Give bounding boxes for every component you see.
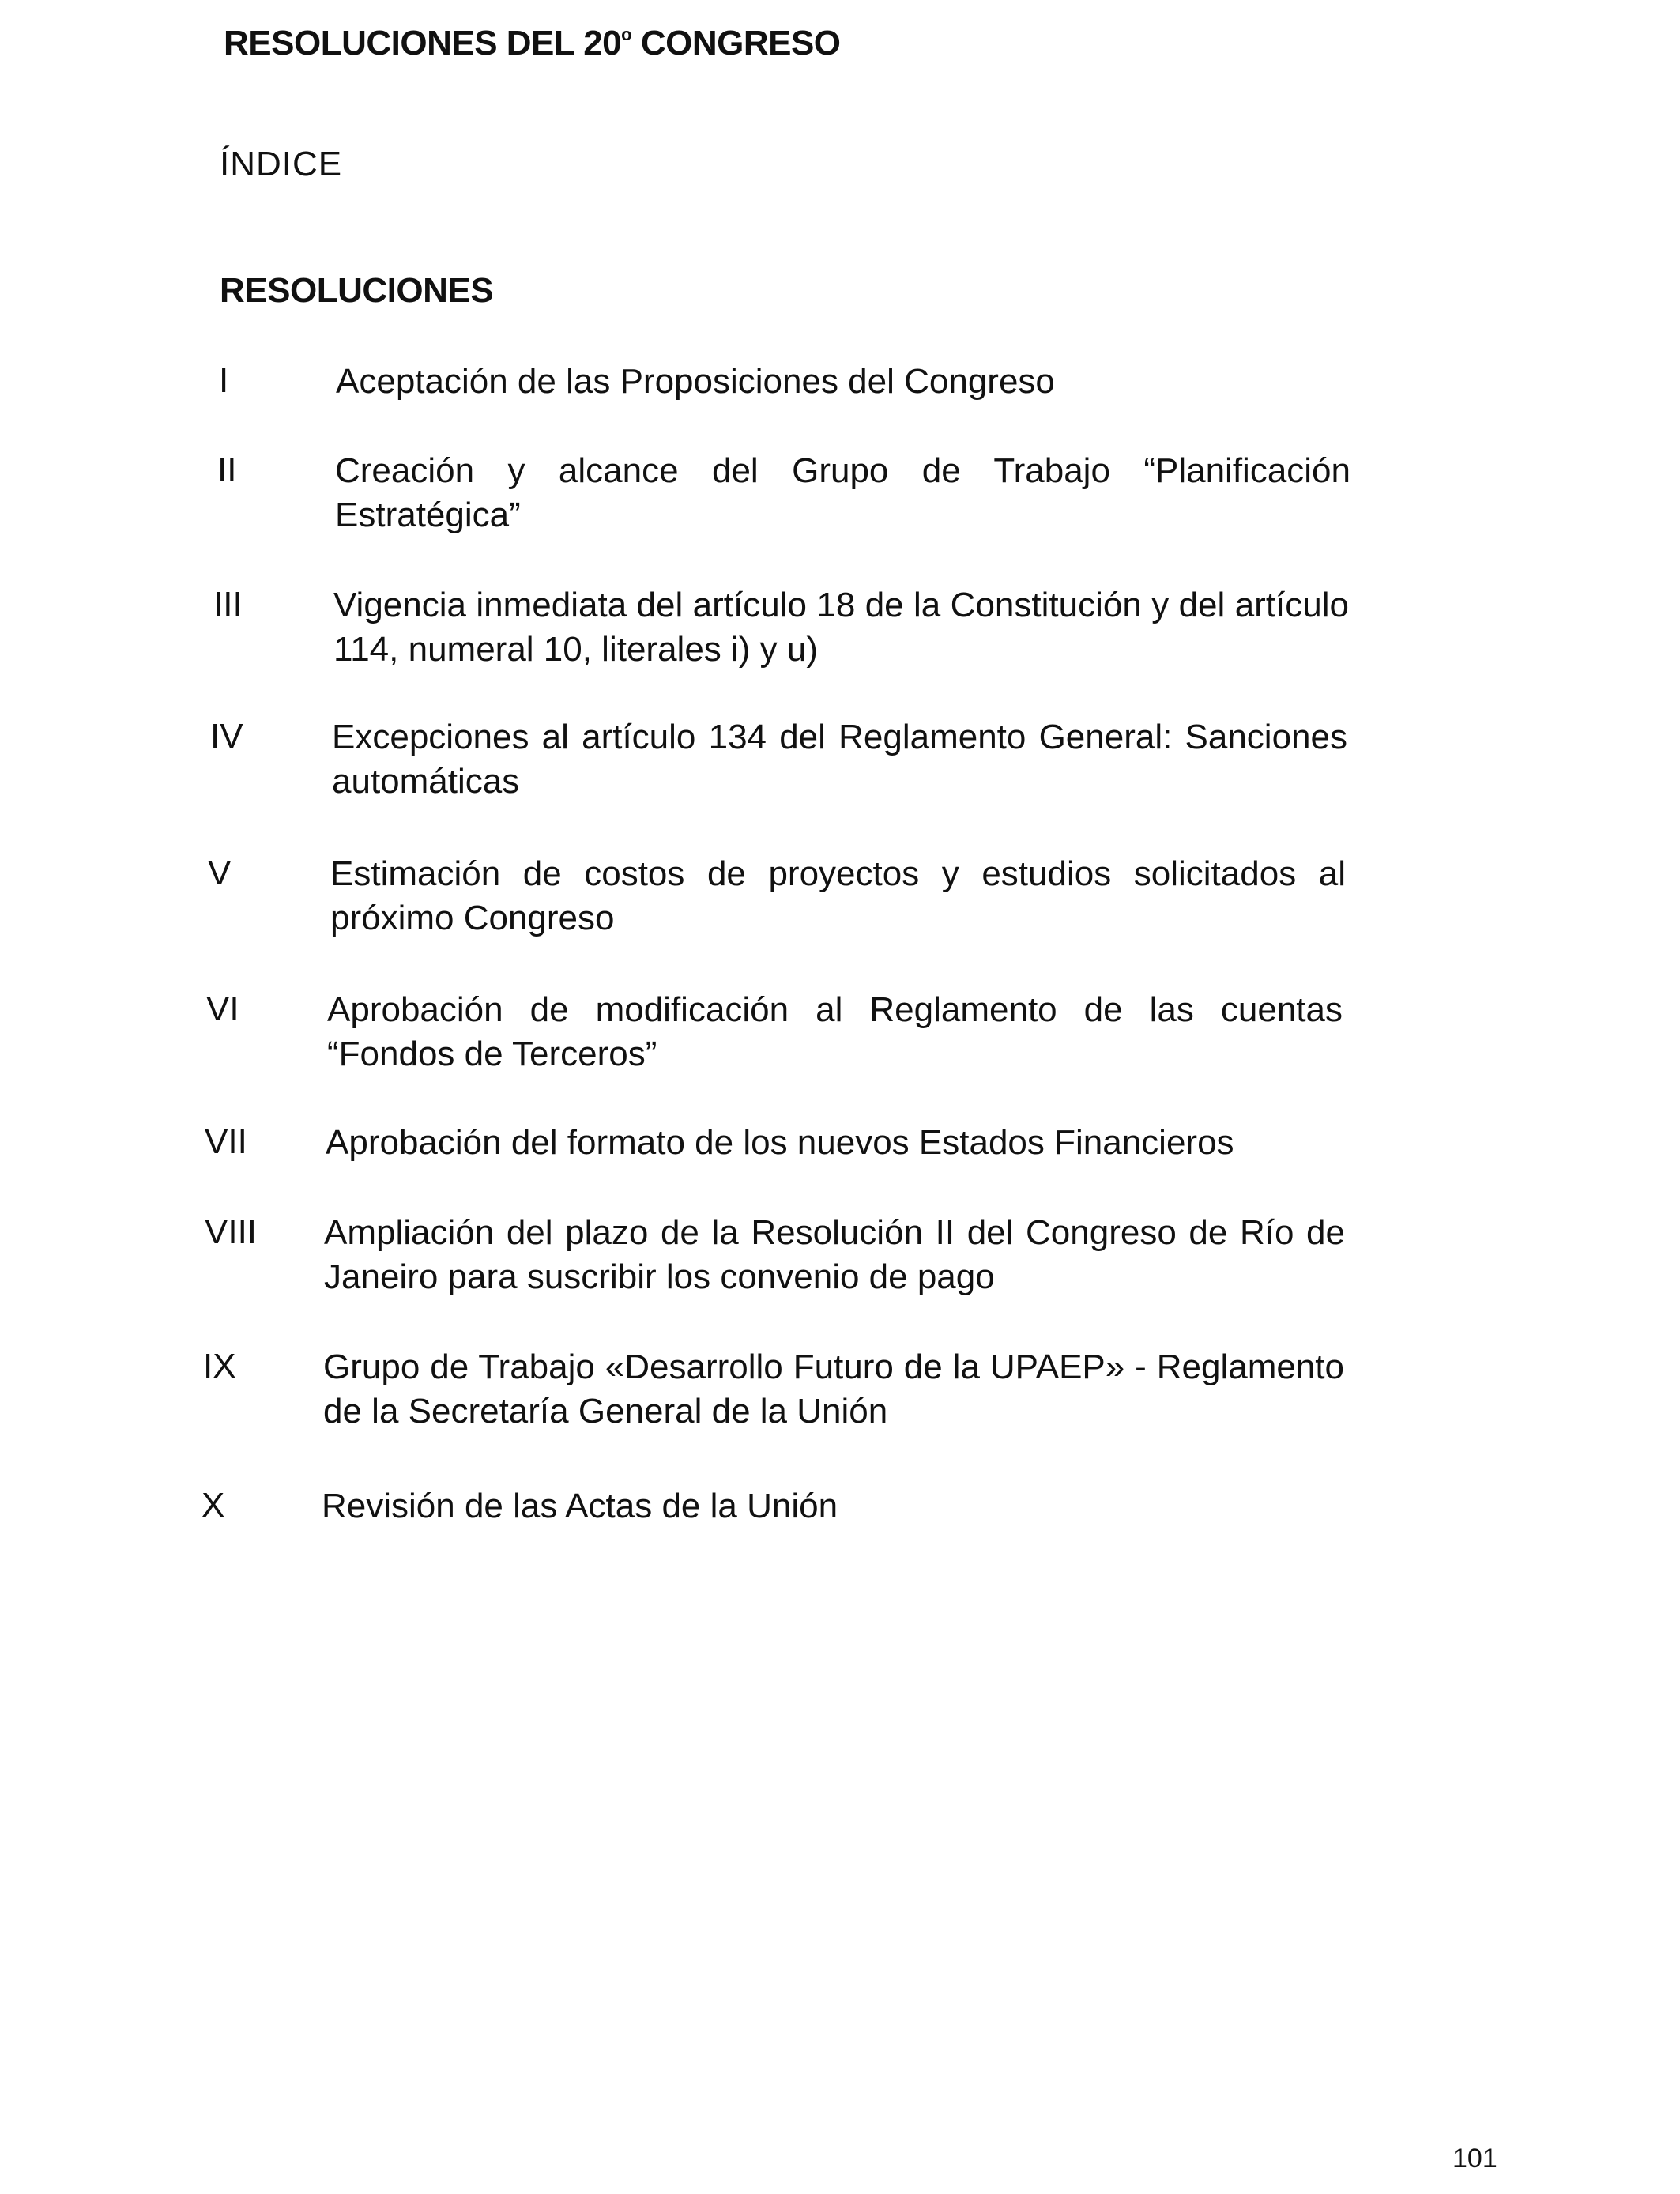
resolution-numeral: V	[208, 854, 232, 892]
resolution-title: Estimación de costos de proyectos y estudios solicitados al próximo Congreso	[330, 854, 1346, 937]
resolution-title: Ampliación del plazo de la Resolución II del Congreso de Río de Janeiro para suscribir los convenio de pago	[324, 1213, 1345, 1296]
resolution-title: Grupo de Trabajo «Desarrollo Futuro de la UPAEP» - Reglamento de la Secretaría General de la Unión	[323, 1348, 1344, 1431]
resolution-title: Aceptación de las Proposiciones del Congreso	[336, 362, 1055, 401]
resolution-title: Aprobación del formato de los nuevos Estados Financieros	[326, 1123, 1234, 1162]
resolution-title: Vigencia inmediata del artículo 18 de la Constitución y del artículo 114, numeral 10, literales i) y u)	[333, 586, 1349, 669]
resolution-title: Revisión de las Actas de la Unión	[322, 1487, 838, 1525]
index-heading: ÍNDICE	[220, 145, 343, 183]
resolution-title: Aprobación de modificación al Reglamento de las cuentas “Fondos de Terceros”	[327, 990, 1343, 1073]
resolution-numeral: VI	[206, 990, 239, 1028]
degree-symbol: o	[621, 25, 632, 44]
resolution-title: Excepciones al artículo 134 del Reglamento General: Sanciones automáticas	[332, 718, 1347, 801]
resolution-numeral: II	[217, 450, 237, 489]
resolution-numeral: X	[202, 1486, 225, 1525]
page-number: 101	[1452, 2143, 1497, 2173]
resolution-numeral: VII	[205, 1122, 247, 1161]
section-heading: RESOLUCIONES	[220, 271, 494, 310]
document-title	[224, 24, 841, 63]
resolution-numeral: VIII	[205, 1212, 258, 1251]
document-title-main: RESOLUCIONES DEL 20	[224, 24, 622, 62]
resolution-numeral: III	[213, 585, 243, 624]
document-title-tail: CONGRESO	[631, 24, 841, 62]
resolution-numeral: IX	[203, 1347, 236, 1385]
resolution-numeral: IV	[210, 717, 243, 756]
resolution-numeral: I	[219, 361, 229, 400]
resolution-title: Creación y alcance del Grupo de Trabajo “Planificación Estratégica”	[335, 451, 1350, 534]
